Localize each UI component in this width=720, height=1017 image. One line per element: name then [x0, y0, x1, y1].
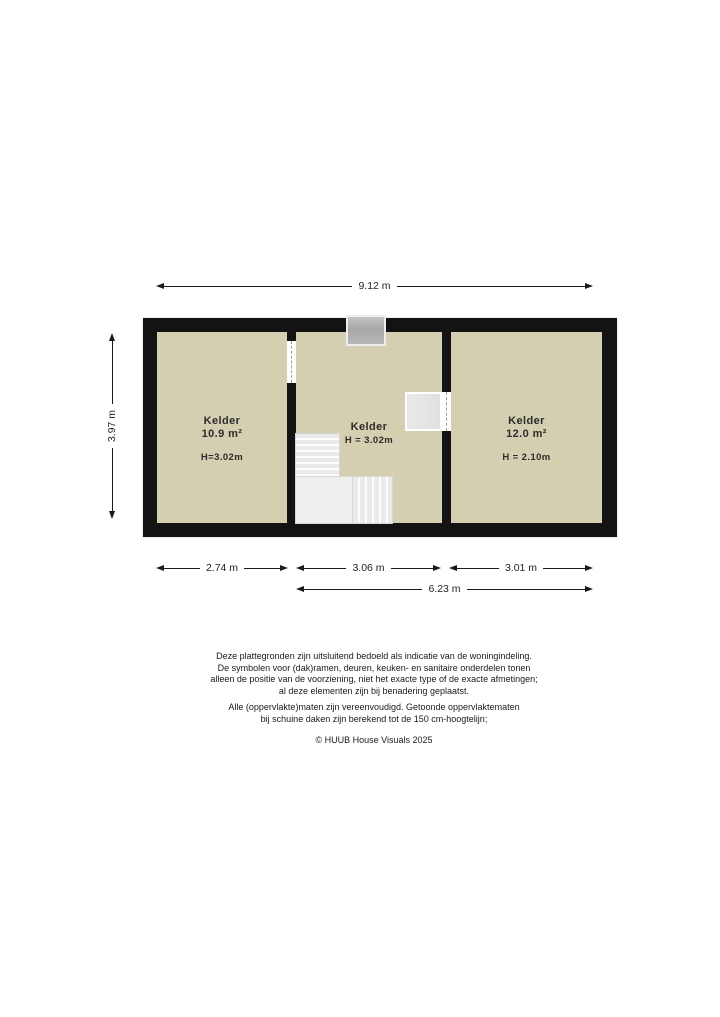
door-opening-middle-right: [442, 392, 451, 431]
dimension-label: 3.97 m: [106, 409, 118, 443]
room-name: Kelder: [508, 415, 545, 427]
disclaimer-line: Deze plattegronden zijn uitsluitend bedoeld als indicatie van de woningindeling.: [216, 651, 532, 661]
arrow-right-icon: [433, 565, 441, 571]
measurement-note-line: Alle (oppervlakte)maten zijn vereenvoudigd. Getoonde oppervlaktematen: [228, 702, 520, 712]
room-name: Kelder: [350, 421, 388, 433]
arrow-left-icon: [296, 586, 304, 592]
dimension-top-width: [156, 279, 593, 293]
dimension-label: 2.74 m: [205, 562, 239, 574]
dimension-line: [244, 568, 280, 569]
arrow-left-icon: [156, 565, 164, 571]
dimension-left-height: [105, 333, 119, 519]
room-ceiling-height: H = 2.10m: [502, 452, 551, 463]
stairs-upper-run: [296, 434, 339, 477]
room-ceiling-height: H=3.02m: [200, 452, 244, 463]
arrow-right-icon: [585, 586, 593, 592]
disclaimer-paragraph: [24, 651, 720, 697]
room-label-left: [157, 415, 287, 464]
dimension-label: 9.12 m: [358, 280, 391, 292]
room-area: 10.9 m²: [201, 428, 243, 440]
dimension-label: 3.01 m: [504, 562, 538, 574]
dimension-line: [112, 448, 113, 511]
door-dash-icon: [446, 392, 447, 431]
copyright-text: © HUUB House Visuals 2025: [315, 735, 433, 745]
floorplan: [143, 318, 617, 537]
measurement-note-paragraph: [24, 702, 720, 725]
arrow-left-icon: [449, 565, 457, 571]
room-ceiling-height: H = 3.02m: [344, 435, 394, 446]
dimension-line: [391, 568, 433, 569]
dimension-line: [543, 568, 585, 569]
room-area: 12.0 m²: [506, 428, 547, 440]
disclaimer-line: De symbolen voor (dak)ramen, deuren, keuken- en sanitaire onderdelen tonen: [217, 662, 531, 673]
window-icon: [346, 315, 386, 346]
arrow-left-icon: [109, 511, 115, 519]
arrow-left-icon: [156, 283, 164, 289]
dimension-bottom-right: [449, 561, 593, 575]
stairs-landing: [296, 477, 353, 523]
dimension-bottom-total: [296, 582, 593, 596]
arrow-right-icon: [109, 333, 115, 341]
disclaimer-line: al deze elementen zijn bij benadering geplaatst.: [278, 685, 470, 696]
door-opening-left-middle: [287, 341, 296, 383]
measurement-note-line: bij schuine daken zijn berekend tot de 150 cm-hoogtelijn;: [260, 713, 488, 724]
footer: [24, 651, 720, 747]
arrow-right-icon: [280, 565, 288, 571]
disclaimer-line: alleen de positie van de voorziening, niet het exacte type of de exacte afmetingen;: [210, 674, 538, 684]
dimension-bottom-left: [156, 561, 288, 575]
dimension-line: [112, 341, 113, 404]
dimension-line: [397, 286, 585, 287]
door-dash-icon: [291, 341, 292, 383]
arrow-right-icon: [585, 283, 593, 289]
dimension-line: [304, 589, 422, 590]
dimension-bottom-middle: [296, 561, 441, 575]
stairs-lower-run: [353, 477, 392, 523]
dimension-label: 3.06 m: [352, 562, 385, 574]
dimension-line: [467, 589, 585, 590]
dimension-line: [164, 568, 200, 569]
dimension-line: [457, 568, 499, 569]
room-name: Kelder: [203, 415, 241, 427]
room-label-right: [451, 415, 602, 464]
dimension-label: 6.23 m: [428, 583, 461, 595]
dimension-line: [304, 568, 346, 569]
dimension-line: [164, 286, 352, 287]
arrow-left-icon: [296, 565, 304, 571]
arrow-right-icon: [585, 565, 593, 571]
platform-step: [405, 392, 442, 431]
